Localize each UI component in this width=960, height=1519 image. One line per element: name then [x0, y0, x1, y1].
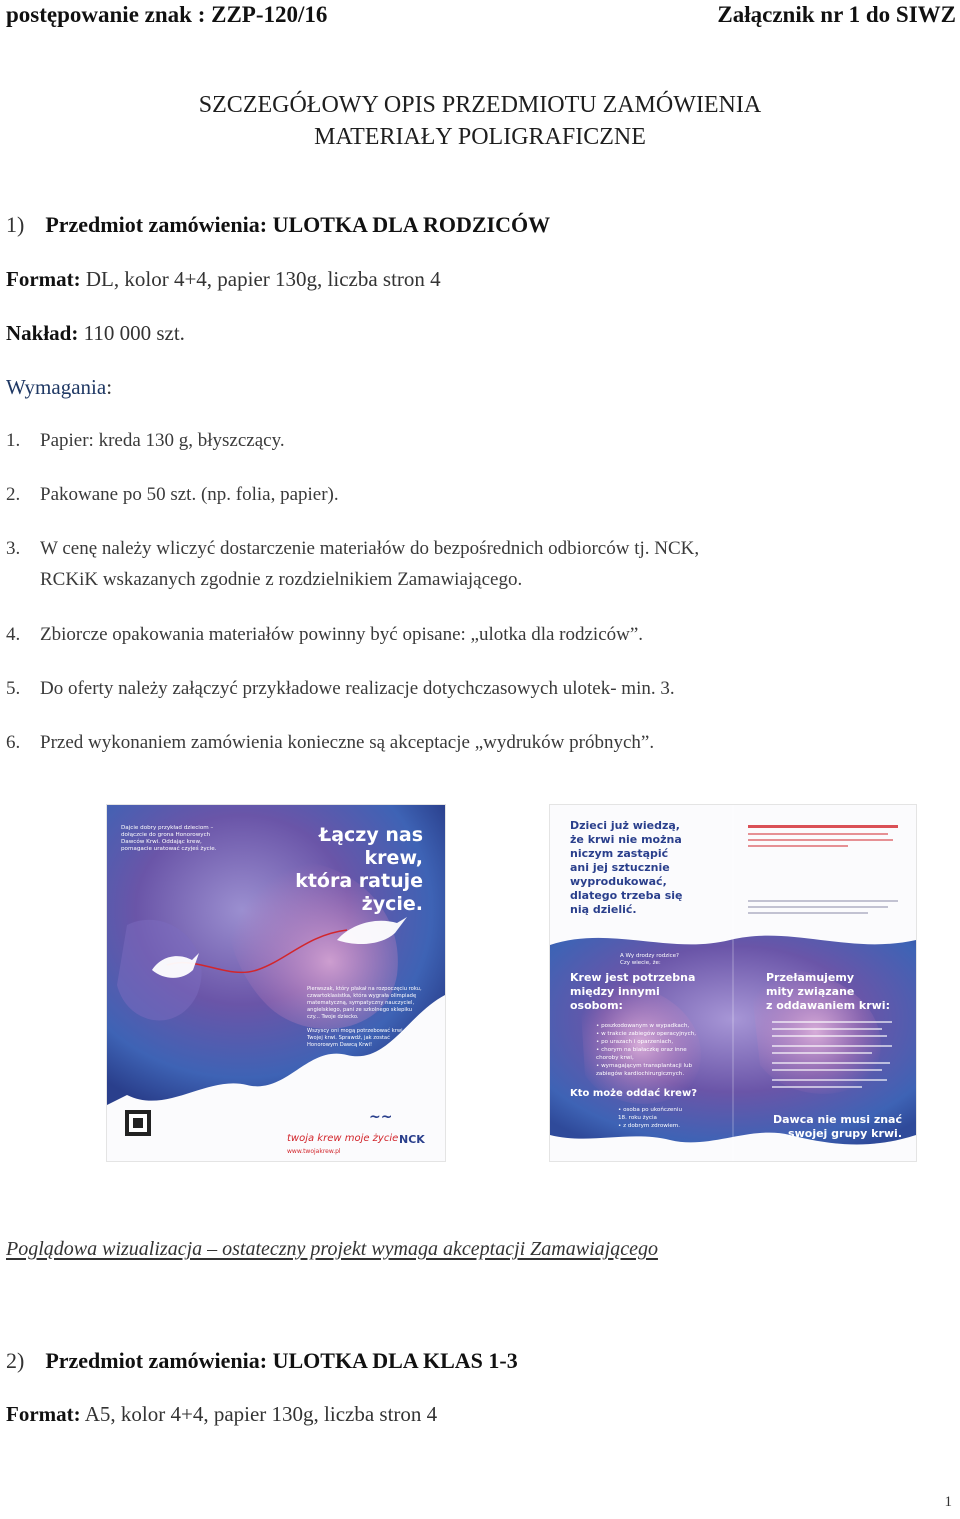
leaflet-front-image [107, 805, 445, 1161]
leaflet-front-headline: która ratuje [295, 870, 423, 892]
case-reference: postępowanie znak : ZZP-120/16 [6, 2, 328, 27]
leaflet-front-logo: twoja krew moje życie [287, 1133, 399, 1144]
requirement-text: Zbiorcze opakowania materiałów powinny być opisane: „ulotka dla rodziców”. [40, 624, 644, 645]
leaflet-inner-right-headline: mity związane [766, 985, 855, 998]
leaflet-front-nck-logo: NCK [399, 1133, 425, 1146]
leaflet-inner-headline: dlatego trzeba się [570, 889, 683, 902]
section2-value: ULOTKA DLA KLAS 1-3 [272, 1348, 518, 1373]
requirement-number: 2. [6, 484, 21, 505]
leaflet-inner-headline: wyprodukować, [570, 875, 667, 888]
requirement-item [6, 678, 675, 700]
naklad-value: 110 000 szt. [83, 321, 185, 345]
page-number: 1 [944, 1494, 952, 1510]
svg-text:~~: ~~ [369, 1109, 393, 1125]
section1-heading [6, 212, 550, 238]
section1-label: Przedmiot zamówienia: [45, 212, 268, 237]
requirement-number: 4. [6, 624, 21, 645]
section2-number: 2) [6, 1348, 25, 1373]
section1-format [6, 267, 441, 292]
requirement-number: 5. [6, 678, 21, 699]
requirements-colon: : [106, 375, 113, 399]
leaflet-inner-list-line: • wymagającym transplantacji lub [596, 1063, 693, 1069]
leaflet-inner-headline: że krwi nie można [570, 833, 682, 846]
section1-value: ULOTKA DLA RODZICÓW [272, 212, 551, 237]
section1-naklad [6, 321, 185, 346]
leaflet-inner-artwork [550, 805, 916, 1161]
leaflet-inner-image [550, 805, 916, 1161]
leaflet-front-corner-line: Dawców Krwi. Oddając krew, [121, 839, 202, 845]
leaflet-front-artwork [107, 805, 445, 1161]
leaflet-front-body-line: Honorowym Dawcą Krwi! [307, 1042, 373, 1048]
leaflet-front-headline: Łączy nas [319, 824, 423, 846]
section2-label: Przedmiot zamówienia: [45, 1348, 268, 1373]
format-value: DL, kolor 4+4, papier 130g, liczba stron 4 [85, 267, 441, 291]
leaflet-inner-list-line: • w trakcie zabiegów operacyjnych, [596, 1031, 697, 1037]
leaflet-inner-list-line: zabiegów kardiochirurgicznych. [596, 1071, 685, 1077]
leaflet-inner-list-line: • chorym na białaczkę oraz inne [596, 1047, 687, 1053]
leaflet-inner-list2-line: 18. roku życia [618, 1115, 657, 1121]
leaflet-inner-list-line: • poszkodowanym w wypadkach, [596, 1023, 690, 1029]
leaflet-inner-question: A Wy drodzy rodzice? [620, 953, 679, 959]
leaflet-inner-right-headline: z oddawaniem krwi: [766, 999, 890, 1012]
leaflet-inner-headline: ani jej sztucznie [570, 861, 670, 874]
section2-format [6, 1402, 437, 1427]
leaflet-front-body-line: Pierwszak, który płakał na rozpoczęciu roku, [307, 986, 422, 992]
leaflet-inner-headline: nią dzielić. [570, 903, 637, 916]
leaflet-inner-right-headline: Przełamujemy [766, 971, 855, 984]
naklad-label: Nakład: [6, 321, 79, 345]
section2-format-label: Format: [6, 1402, 81, 1426]
leaflet-front-body-line: czy... Twoje dziecko. [307, 1014, 359, 1020]
leaflet-front-body-line: matematyczną, sympatyczny nauczyciel, [307, 1000, 415, 1006]
requirement-item [6, 624, 643, 646]
leaflet-front-headline: życie. [361, 893, 423, 915]
leaflet-inner-list2-line: • z dobrym zdrowiem. [618, 1123, 681, 1129]
leaflet-front-body-line: Twojej krwi. Sprawdź, jak zostać [307, 1035, 390, 1041]
leaflet-inner-list2-line: • osoba po ukończeniu [618, 1107, 682, 1113]
leaflet-inner-subheading: Krew jest potrzebna [570, 971, 696, 984]
leaflet-front-corner-line: pomagacie uratować czyjeś życie. [121, 846, 217, 852]
requirement-item [6, 538, 699, 560]
leaflet-inner-donor-question: Kto może oddać krew? [570, 1088, 698, 1099]
format-label: Format: [6, 267, 81, 291]
document-title: SZCZEGÓŁOWY OPIS PRZEDMIOTU ZAMÓWIENIA [198, 92, 762, 118]
requirement-item [6, 484, 339, 506]
leaflet-front-corner-line: Dajcie dobry przykład dzieciom – [121, 825, 214, 831]
requirement-text: Przed wykonaniem zamówienia konieczne są akceptacje „wydruków próbnych”. [40, 732, 655, 753]
requirement-item [6, 430, 285, 452]
leaflet-inner-list-line: • po urazach i oparzeniach, [596, 1039, 674, 1045]
section2-format-value: A5, kolor 4+4, papier 130g, liczba stron 4 [84, 1402, 438, 1426]
leaflet-inner-subheading: osobom: [570, 999, 623, 1012]
leaflet-inner-question: Czy wiecie, że: [620, 960, 661, 966]
leaflet-front-url: www.twojakrew.pl [287, 1148, 341, 1155]
visualization-caption: Poglądowa wizualizacja – ostateczny projekt wymaga akceptacji Zamawiającego [6, 1238, 658, 1260]
leaflet-inner-footer: Dawca nie musi znać [773, 1113, 902, 1126]
requirement-text-continued: RCKiK wskazanych zgodnie z rozdzielnikiem Zamawiającego. [40, 569, 523, 590]
requirements-label: Wymagania [6, 375, 107, 399]
annex-label: Załącznik nr 1 do SIWZ [717, 2, 956, 27]
requirement-number: 1. [6, 430, 21, 451]
leaflet-front-body-line: czwartoklasistka, która wygrała olimpiadę [307, 993, 417, 999]
requirement-item [6, 732, 654, 754]
leaflet-front-corner-line: dołączcie do grona Honorowych [121, 832, 211, 838]
requirement-text: Pakowane po 50 szt. (np. folia, papier). [40, 484, 339, 505]
requirement-number: 3. [6, 538, 21, 559]
requirement-text: Papier: kreda 130 g, błyszczący. [40, 430, 285, 451]
section1-number: 1) [6, 212, 25, 237]
leaflet-inner-subheading: między innymi [570, 985, 660, 998]
document-subtitle: MATERIAŁY POLIGRAFICZNE [314, 124, 646, 150]
leaflet-inner-headline: niczym zastąpić [570, 847, 669, 860]
leaflet-inner-headline: Dzieci już wiedzą, [570, 819, 680, 832]
leaflet-inner-footer: swojej grupy krwi. [788, 1127, 902, 1140]
requirement-text: Do oferty należy załączyć przykładowe realizacje dotychczasowych ulotek- min. 3. [40, 678, 675, 699]
requirements-heading [6, 375, 112, 400]
requirement-number: 6. [6, 732, 21, 753]
leaflet-inner-list-line: choroby krwi, [596, 1055, 634, 1061]
leaflet-front-body-line: angielskiego, pani ze szkolnego sklepiku [307, 1007, 413, 1013]
requirement-text: W cenę należy wliczyć dostarczenie materiałów do bezpośrednich odbiorców tj. NCK, [40, 538, 700, 559]
section2-heading [6, 1348, 518, 1374]
leaflet-front-headline: krew, [364, 847, 423, 869]
leaflet-front-body-line: Wszyscy oni mogą potrzebować krwi. [307, 1028, 405, 1034]
